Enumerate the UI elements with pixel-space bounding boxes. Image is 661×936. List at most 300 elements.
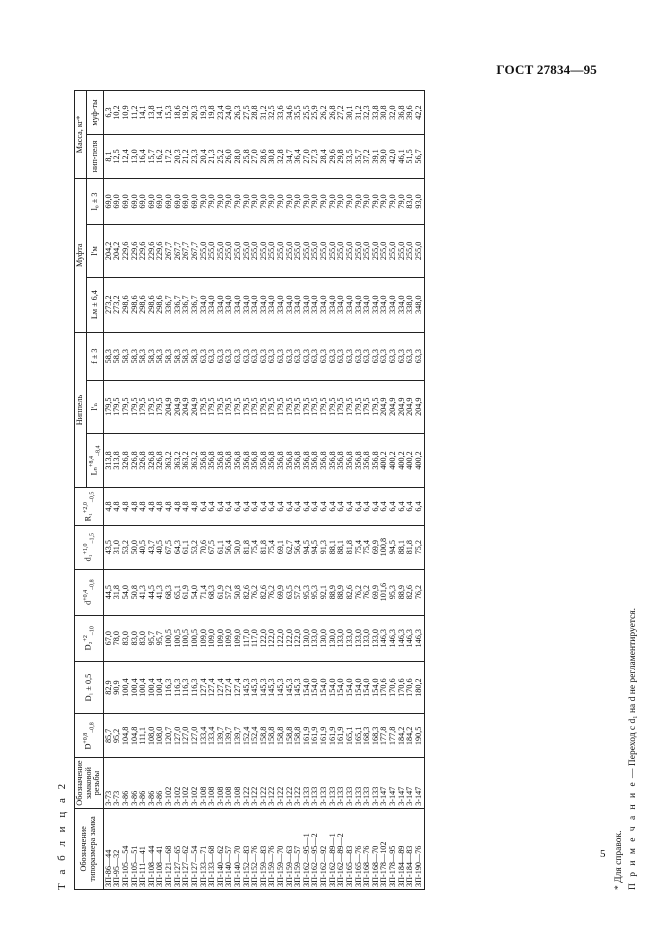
table-cell: 3-122 [260,758,269,808]
table-cell: 158,8 [260,714,269,758]
table-cell: 179,5 [303,380,312,433]
table-cell: 3-102 [174,758,183,808]
table-row [406,91,415,890]
table-cell: 161,9 [337,714,346,758]
table-cell: 154,0 [311,661,320,714]
table-cell: 75,4 [363,525,372,569]
table-cell: ЗП-127—54 [191,808,200,889]
table-cell: 356,8 [260,433,269,488]
table-cell: 79,0 [200,178,209,224]
table-cell: ЗП-162—95—2 [311,808,320,889]
table-cell: 3-108 [217,758,226,808]
header-f: f ± 3 [87,332,104,380]
table-cell: 139,7 [225,714,234,758]
table-cell: 76,2 [415,569,425,615]
header-l0: l₀ ± 3 [87,178,104,224]
table-cell: 334,0 [346,277,355,332]
table-cell: 179,5 [294,380,303,433]
table-cell: 63,3 [311,332,320,380]
table-cell: 75,2 [415,525,425,569]
table-cell: 334,0 [363,277,372,332]
table-cell: 76,2 [268,569,277,615]
header-d1: d₁$^{+1,0}_{-1,5}$ [75,525,104,569]
table-cell: 75,4 [355,525,364,569]
table-cell: 56,7 [415,135,425,179]
table-row [217,91,226,890]
table-cell: ЗП-159—57 [294,808,303,889]
table-cell: 69,0 [103,178,113,224]
table-cell: 63,3 [303,332,312,380]
table-cell: 58,3 [131,332,140,380]
table-cell: 127,0 [174,714,183,758]
table-cell: 3-86 [148,758,157,808]
table-row [243,91,252,890]
table-cell: 35,5 [294,91,303,135]
table-cell: 92,1 [320,569,329,615]
table-cell: 95,3 [311,569,320,615]
table-cell: 338,0 [406,277,415,332]
table-cell: 334,0 [277,277,286,332]
header-lm: l′м [87,225,104,278]
table-cell: 179,5 [131,380,140,433]
table-cell: 6,4 [260,488,269,525]
table-cell: 79,0 [380,178,389,224]
table-cell: 63,3 [389,332,398,380]
table-cell: 3-147 [406,758,415,808]
table-cell: 168,3 [372,714,381,758]
table-cell: 36,8 [398,91,407,135]
table-cell: 334,0 [268,277,277,332]
table-cell: 179,5 [122,380,131,433]
table-cell: 69,0 [139,178,148,224]
table-row [286,91,295,890]
table-cell: ЗП-190—76 [415,808,425,889]
table-cell: 3-122 [286,758,295,808]
table-cell: ЗП-105—54 [122,808,131,889]
table-cell: 130,0 [329,615,338,661]
table-row [294,91,303,890]
table-cell: 255,0 [234,225,243,278]
table-cell: 15,7 [148,135,157,179]
table-cell: 255,0 [225,225,234,278]
table-row [311,91,320,890]
table-cell: 26,3 [234,91,243,135]
table-cell: 79,0 [217,178,226,224]
table-cell: 356,8 [217,433,226,488]
table-cell: 26,2 [320,91,329,135]
table-cell: 79,0 [268,178,277,224]
table-cell: 82,6 [346,569,355,615]
table-cell: 184,2 [398,714,407,758]
table-cell: 79,0 [346,178,355,224]
table-cell: 158,8 [277,714,286,758]
table-cell: 334,0 [225,277,234,332]
table-cell: 127,4 [200,661,209,714]
table-cell: 68,3 [208,569,217,615]
table-cell: 3-133 [355,758,364,808]
table-cell: 83,0 [131,615,140,661]
table-cell: 81,8 [243,525,252,569]
table-cell: 39,1 [372,135,381,179]
table-cell: 23,3 [191,135,200,179]
table-cell: 356,8 [286,433,295,488]
table-cell: 69,0 [122,178,131,224]
table-cell: 61,1 [217,525,226,569]
table-cell: 334,0 [200,277,209,332]
table-cell: 44,5 [103,569,113,615]
table-cell: 32,8 [277,135,286,179]
table-cell: 133,4 [208,714,217,758]
table-cell: 6,4 [398,488,407,525]
table-cell: 61,1 [182,525,191,569]
table-cell: 363,2 [174,433,183,488]
table-cell: 69,9 [372,525,381,569]
table-cell: 32,0 [389,91,398,135]
table-cell: 76,2 [363,569,372,615]
table-cell: 146,3 [398,615,407,661]
table-cell: 32,5 [268,91,277,135]
table-cell: 400,2 [415,433,425,488]
table-cell: 58,3 [122,332,131,380]
table-cell: 69,0 [174,178,183,224]
table-cell: 111,1 [139,714,148,758]
table-cell: 31,8 [113,569,122,615]
table-cell: 133,0 [372,615,381,661]
table-cell: 116,3 [182,661,191,714]
table-cell: ЗП-86—44 [103,808,113,889]
table-cell: 82,6 [406,569,415,615]
table-cell: 356,8 [311,433,320,488]
table-cell: 31,2 [260,91,269,135]
table-row [182,91,191,890]
table-cell: ЗП-159—76 [268,808,277,889]
table-cell: 69,0 [191,178,200,224]
table-cell: 10,9 [122,91,131,135]
table-cell: 3-133 [372,758,381,808]
table-cell: 4,8 [103,488,113,525]
table-row [234,91,243,890]
table-cell: 100,5 [191,615,200,661]
table-cell: 255,0 [286,225,295,278]
table-cell: 14,1 [156,91,165,135]
table-cell: 204,9 [406,380,415,433]
table-cell: 39,0 [380,135,389,179]
table-cell: 101,6 [380,569,389,615]
table-cell: 179,5 [363,380,372,433]
table-cell: 204,9 [389,380,398,433]
table-cell: 100,5 [165,615,174,661]
table-cell: 10,2 [113,91,122,135]
table-cell: 16,2 [156,135,165,179]
table-cell: 267,7 [191,225,200,278]
table-cell: 127,4 [217,661,226,714]
table-cell: 3-147 [380,758,389,808]
table-cell: 158,8 [268,714,277,758]
table-cell: 255,0 [372,225,381,278]
table-cell: 168,3 [363,714,372,758]
table-cell: 255,0 [415,225,425,278]
table-cell: 255,0 [294,225,303,278]
table-cell: 158,8 [286,714,295,758]
table-cell: 67,5 [208,525,217,569]
table-cell: 12,4 [122,135,131,179]
table-cell: 122,0 [260,615,269,661]
table-cell: ЗП-184—89 [398,808,407,889]
table-cell: 57,2 [294,569,303,615]
table-cell: 6,4 [415,488,425,525]
table-cell: 6,4 [208,488,217,525]
table-cell: ЗП-184—83 [406,808,415,889]
table-cell: ЗП-162—92 [320,808,329,889]
table-cell: 70,6 [200,525,209,569]
table-cell: 400,2 [406,433,415,488]
table-cell: 139,7 [234,714,243,758]
header-D1: D₁ ± 0,5 [75,661,104,714]
table-cell: 139,7 [217,714,226,758]
table-cell: 63,3 [355,332,364,380]
table-cell: 31,0 [113,525,122,569]
dimensions-table [74,90,425,890]
table-cell: 85,7 [103,714,113,758]
table-cell: 6,4 [337,488,346,525]
header-R1: R₁$^{+2,0}_{-0,5}$ [75,488,104,525]
table-cell: 127,4 [208,661,217,714]
table-cell: 6,4 [243,488,252,525]
table-cell: 6,4 [303,488,312,525]
table-cell: 255,0 [243,225,252,278]
table-cell: 69,0 [165,178,174,224]
table-cell: 79,0 [320,178,329,224]
table-cell: 67,5 [165,525,174,569]
table-cell: 8,1 [103,135,113,179]
table-cell: 334,0 [208,277,217,332]
table-cell: 177,8 [389,714,398,758]
table-cell: 3-133 [337,758,346,808]
table-cell: 63,3 [286,332,295,380]
table-cell: ЗП-178—95 [389,808,398,889]
table-cell: 27,0 [303,135,312,179]
table-cell: 13,0 [131,135,140,179]
table-cell: 63,3 [346,332,355,380]
table-cell: 6,4 [346,488,355,525]
table-cell: 180,2 [415,661,425,714]
table-cell: 95,7 [148,615,157,661]
table-cell: 42,2 [415,91,425,135]
table-cell: 255,0 [217,225,226,278]
table-cell: 336,7 [174,277,183,332]
table-cell: 179,5 [286,380,295,433]
header-nipple-group: Ниппель [75,332,87,488]
table-cell: 255,0 [251,225,260,278]
table-row [225,91,234,890]
table-cell: 83,0 [406,178,415,224]
table-cell: 267,7 [174,225,183,278]
table-cell: 58,3 [113,332,122,380]
table-cell: 334,0 [303,277,312,332]
table-cell: 15,3 [165,91,174,135]
table-row [268,91,277,890]
table-cell: 179,5 [208,380,217,433]
table-cell: 154,0 [337,661,346,714]
table-cell: 41,3 [156,569,165,615]
table-cell: 363,2 [191,433,200,488]
table-cell: 56,4 [225,525,234,569]
table-cell: 6,4 [329,488,338,525]
table-cell: 25,5 [303,91,312,135]
table-cell: 79,0 [337,178,346,224]
table-row [329,91,338,890]
table-cell: 3-108 [208,758,217,808]
table-cell: 3-133 [311,758,320,808]
table-cell: 62,7 [286,525,295,569]
table-cell: 3-122 [251,758,260,808]
table-cell: 127,4 [234,661,243,714]
table-cell: 229,6 [139,225,148,278]
table-cell: 6,4 [286,488,295,525]
table-row [303,91,312,890]
table-cell: 334,0 [243,277,252,332]
table-cell: 179,5 [156,380,165,433]
table-cell: 356,8 [363,433,372,488]
table-cell: 273,2 [103,277,113,332]
table-cell: 23,4 [217,91,226,135]
table-cell: 179,5 [200,380,209,433]
table-cell: 63,3 [372,332,381,380]
table-cell: 145,3 [251,661,260,714]
table-cell: 79,0 [372,178,381,224]
table-cell: 334,0 [286,277,295,332]
table-cell: 133,0 [311,615,320,661]
table-cell: 79,0 [355,178,364,224]
table-cell: 3-86 [131,758,140,808]
table-cell: 334,0 [320,277,329,332]
table-cell: 145,3 [294,661,303,714]
table-cell: 179,5 [372,380,381,433]
table-cell: 255,0 [329,225,338,278]
table-cell: 79,0 [389,178,398,224]
table-cell: 79,0 [225,178,234,224]
table-cell: 6,4 [320,488,329,525]
table-cell: 19,2 [182,91,191,135]
table-cell: 6,4 [277,488,286,525]
table-cell: 179,5 [103,380,113,433]
table-cell: 69,0 [148,178,157,224]
table-row [122,91,131,890]
table-row [113,91,122,890]
table-cell: 43,7 [148,525,157,569]
table-cell: 122,0 [268,615,277,661]
table-cell: 336,7 [165,277,174,332]
table-cell: 3-73 [113,758,122,808]
table-cell: ЗП-111—41 [139,808,148,889]
table-cell: 255,0 [303,225,312,278]
note [628,608,638,890]
table-cell: 177,8 [380,714,389,758]
table-cell: 145,3 [277,661,286,714]
table-cell: ЗП-159—63 [286,808,295,889]
table-row [346,91,355,890]
table-cell: 94,5 [389,525,398,569]
table-cell: 82,6 [260,569,269,615]
table-cell: 20,3 [174,135,183,179]
table-cell: 127,0 [182,714,191,758]
table-cell: 3-86 [156,758,165,808]
table-cell: 108,0 [156,714,165,758]
table-cell: 34,6 [286,91,295,135]
table-cell: 255,0 [320,225,329,278]
table-cell: 27,5 [243,91,252,135]
table-cell: 32,3 [363,91,372,135]
table-cell: 165,1 [355,714,364,758]
table-cell: 50,0 [234,525,243,569]
table-cell: 69,0 [182,178,191,224]
table-cell: 154,0 [329,661,338,714]
table-cell: 88,9 [337,569,346,615]
table-cell: 69,0 [131,178,140,224]
table-cell: 334,0 [260,277,269,332]
table-cell: 63,3 [415,332,425,380]
table-cell: 273,2 [113,277,122,332]
table-cell: 334,0 [294,277,303,332]
table-cell: 58,3 [148,332,157,380]
table-cell: 63,3 [277,332,286,380]
table-cell: 4,8 [122,488,131,525]
table-cell: 37,2 [363,135,372,179]
table-cell: 82,6 [243,569,252,615]
table-cell: 122,0 [277,615,286,661]
table-cell: 69,9 [372,569,381,615]
table-cell: 145,3 [243,661,252,714]
table-cell: ЗП-127—65 [174,808,183,889]
table-cell: 100,4 [139,661,148,714]
table-cell: 298,6 [139,277,148,332]
table-cell: 298,6 [131,277,140,332]
table-cell: 3-102 [182,758,191,808]
table-cell: 65,1 [174,569,183,615]
table-cell: 69,1 [277,525,286,569]
table-cell: 3-133 [363,758,372,808]
table-cell: 179,5 [251,380,260,433]
table-cell: 255,0 [346,225,355,278]
table-cell: 334,0 [337,277,346,332]
table-cell: 204,2 [103,225,113,278]
table-cell: 204,9 [182,380,191,433]
table-cell: 204,9 [380,380,389,433]
table-cell: 229,6 [131,225,140,278]
table-cell: 184,2 [406,714,415,758]
table-cell: 204,9 [191,380,200,433]
table-cell: 29,6 [329,135,338,179]
table-cell: 356,8 [200,433,209,488]
table-cell: 255,0 [277,225,286,278]
table-cell: ЗП-159—83 [260,808,269,889]
table-cell: 133,0 [337,615,346,661]
table-cell: 356,8 [277,433,286,488]
table-cell: 57,2 [225,569,234,615]
table-cell: 30,1 [346,91,355,135]
table-row [148,91,157,890]
table-cell: 25,8 [243,135,252,179]
table-cell: 154,0 [320,661,329,714]
header-Lm: Lм ± 6,4 [87,277,104,332]
table-cell: 75,4 [251,525,260,569]
table-row [337,91,346,890]
table-cell: 33,6 [277,91,286,135]
table-cell: 63,3 [217,332,226,380]
table-cell: ЗП-140—70 [234,808,243,889]
table-cell: 100,4 [122,661,131,714]
table-cell: ЗП-168—70 [372,808,381,889]
